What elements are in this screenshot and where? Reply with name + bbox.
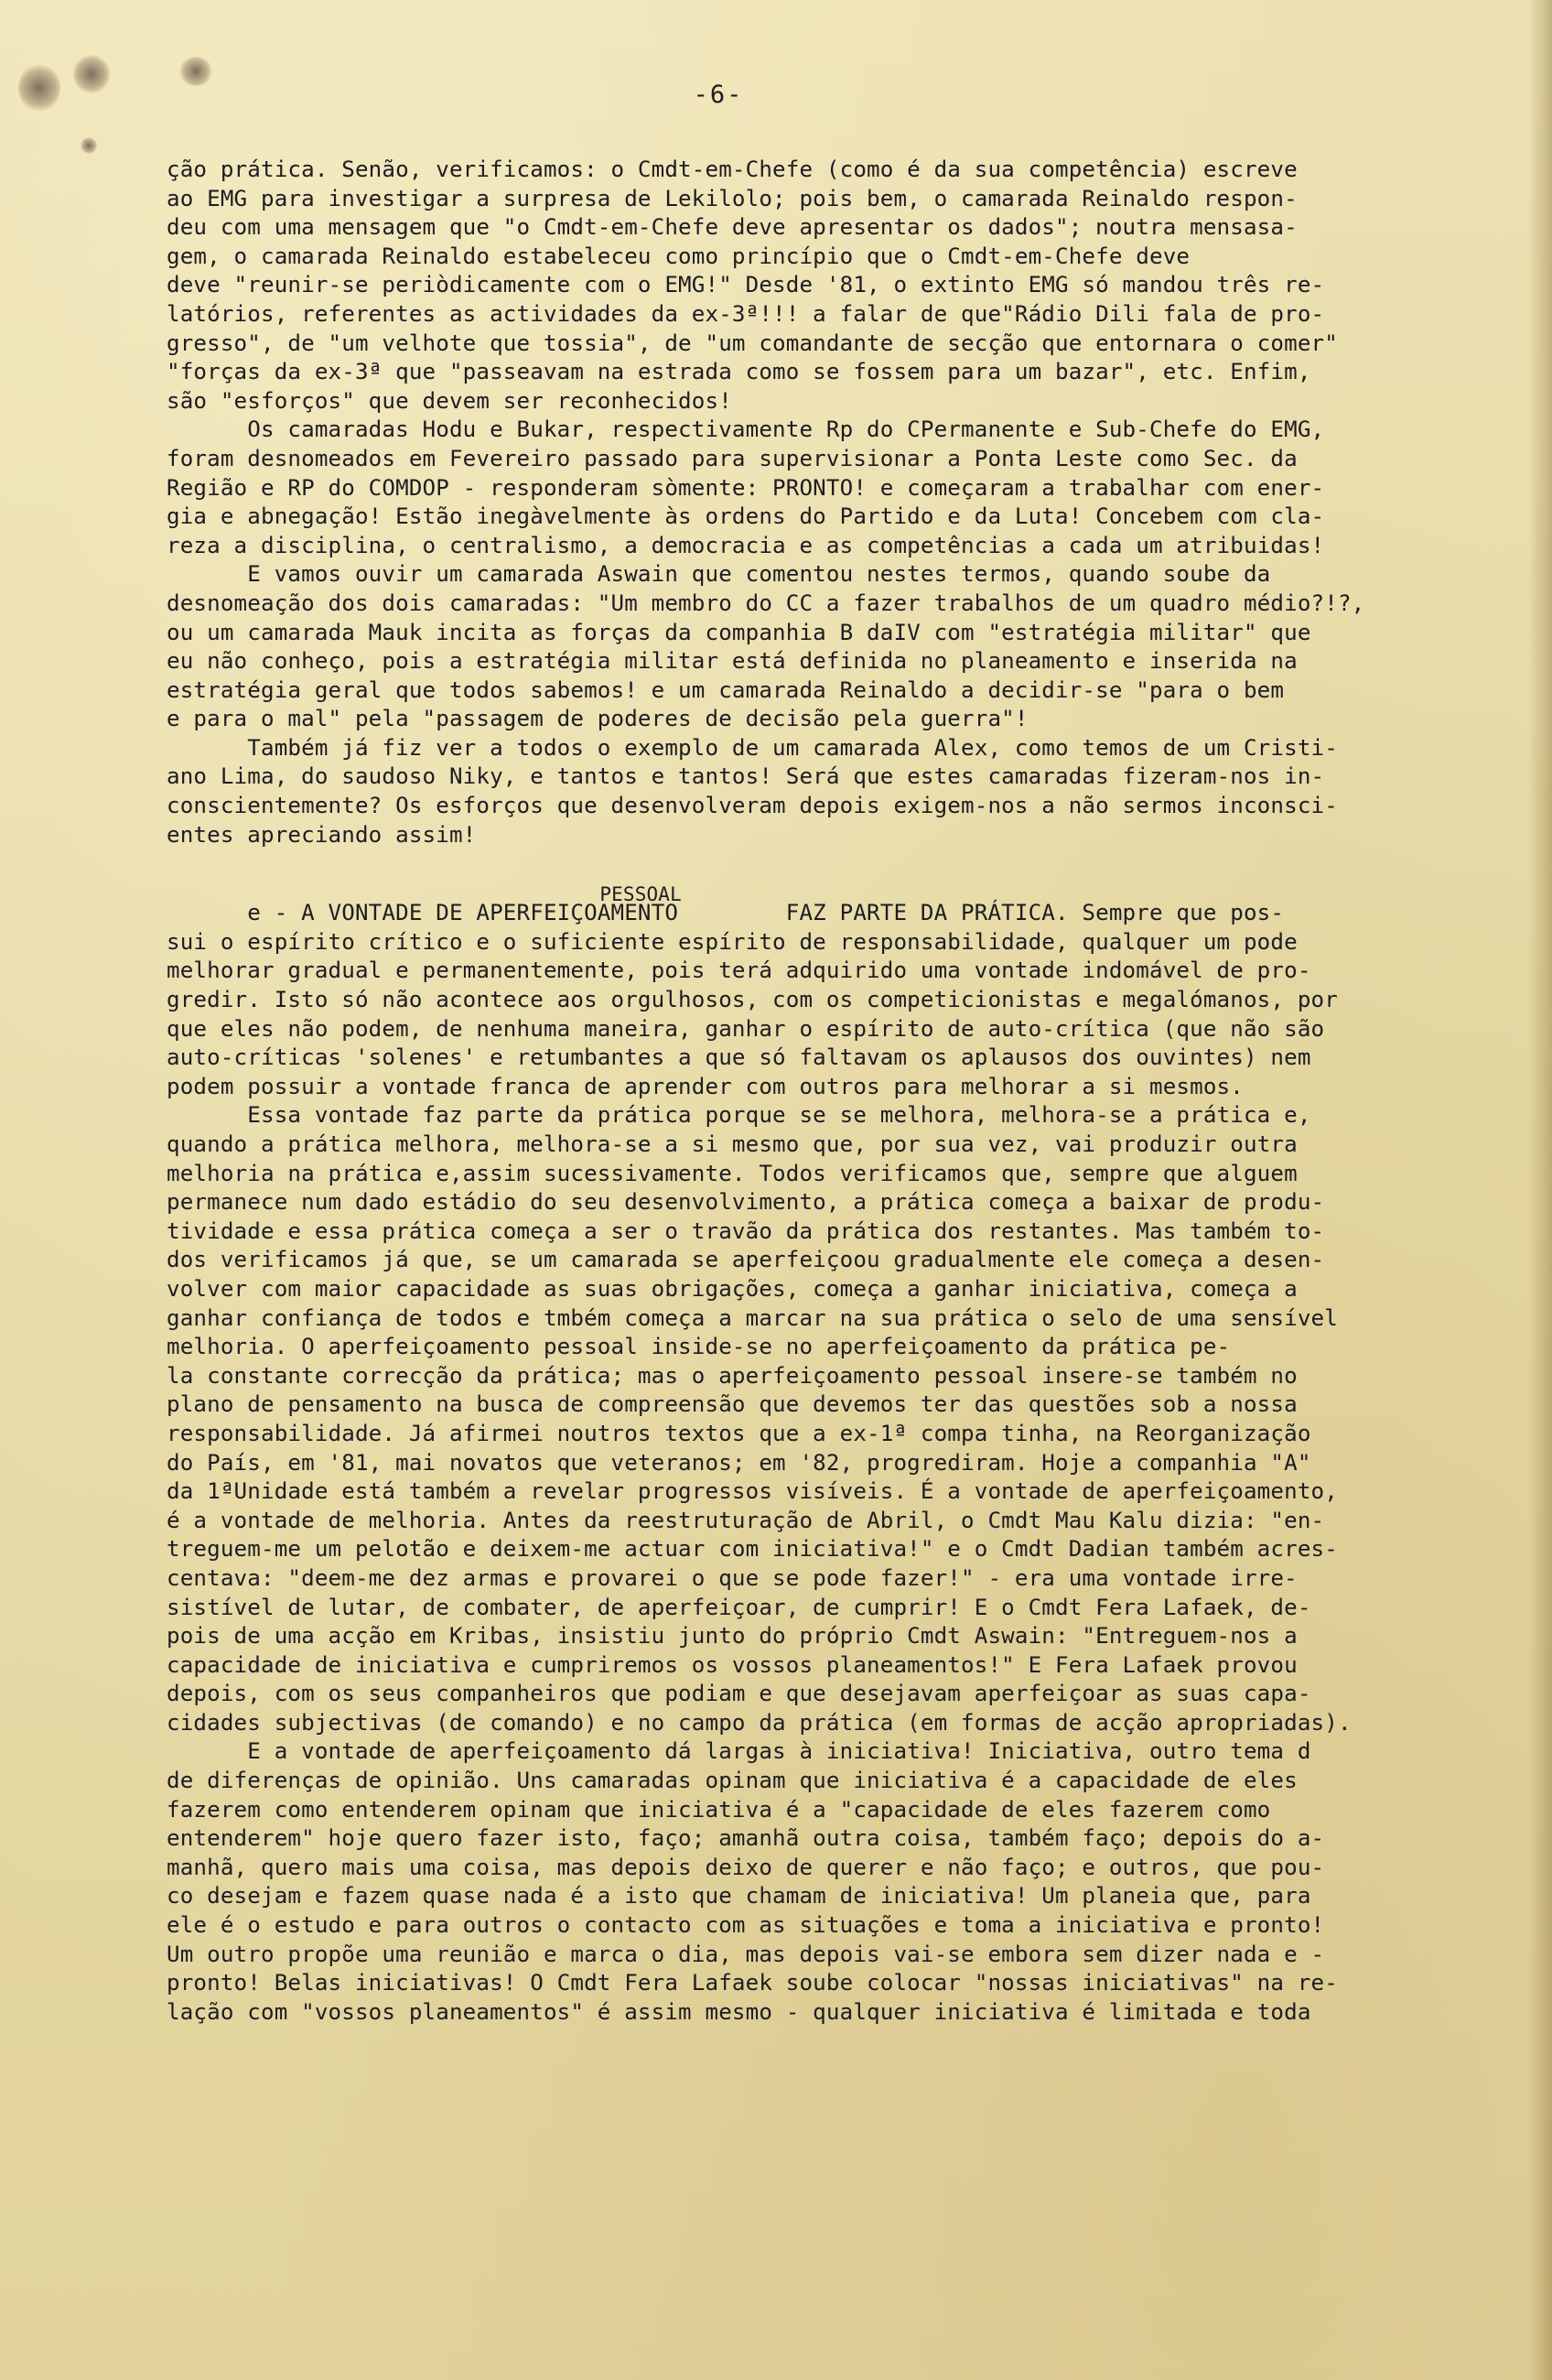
text-line: entenderem" hoje quero fazer isto, faço; amanhã outra coisa, também faço; depois do a- [167,1825,1325,1852]
text-line: cidades subjectivas (de comando) e no campo da prática (em formas de acção apropriadas). [167,1709,1352,1736]
text-line: é a vontade de melhoria. Antes da reestruturação de Abril, o Cmdt Mau Kalu dizia: "en- [167,1507,1325,1533]
paragraph [167,1101,1493,1737]
paragraph [167,734,1493,849]
text-line: entes apreciando assim! [167,821,477,848]
text-line: gresso", de "um velhote que tossia", de "um comandante de secção que entornara o comer" [167,330,1338,356]
text-line: Região e RP do COMDOP - responderam sòmente: PRONTO! e começaram a trabalhar com ener- [167,474,1325,501]
text-line: "forças da ex-3ª que "passeavam na estrada como se fossem para um bazar", etc. Enfim, [167,359,1311,385]
text-line: ou um camarada Mauk incita as forças da companhia B daIV com "estratégia militar" que [167,619,1311,645]
text-line: podem possuir a vontade franca de aprender com outros para melhorar a si mesmos. [167,1073,1244,1099]
text-line: e para o mal" pela "passagem de poderes de decisão pela guerra"! [167,706,1029,732]
text-line: deve "reunir-se periòdicamente com o EMG!" Desde '81, o extinto EMG só mandou três re- [167,272,1325,298]
text-line: latórios, referentes as actividades da ex-3ª!!! a falar de que"Rádio Dili fala de pro- [167,300,1325,327]
ink-stain [81,137,97,154]
document-body [167,156,1493,2027]
text-line: tividade e essa prática começa a ser o travão da prática dos restantes. Mas também to- [167,1217,1325,1244]
text-line: que eles não podem, de nenhuma maneira, ganhar o espírito de auto-crítica (que não são [167,1015,1325,1042]
text-line: eu não conheço, pois a estratégia militar está definida no planeamento e inserida na [167,648,1298,675]
text-line: capacidade de iniciativa e cumpriremos os vossos planeamentos!" E Fera Lafaek provou [167,1651,1298,1678]
text-line: melhorar gradual e permanentemente, pois terá adquirido uma vontade indomável de pro- [167,957,1311,984]
text-line: permanece num dado estádio do seu desenvolvimento, a prática começa a baixar de produ- [167,1189,1325,1216]
text-line: gem, o camarada Reinaldo estabeleceu como princípio que o Cmdt-em-Chefe deve [167,243,1191,269]
text-line: treguem-me um pelotão e deixem-me actuar com iniciativa!" e o Cmdt Dadian também acres- [167,1536,1338,1563]
text-line: do País, em '81, mai novatos que veteranos; em '82, progrediram. Hoje a companhia "A" [167,1449,1311,1476]
text-line: Também já fiz ver a todos o exemplo de um camarada Alex, como temos de um Cristi- [167,734,1338,761]
text-line: ele é o estudo e para outros o contacto com as situações e toma a iniciativa e pronto! [167,1912,1325,1939]
superscript-insertion: PESSOAL [167,883,682,906]
text-line: gredir. Isto só não acontece aos orgulhosos, com os competicionistas e megalómanos, por [167,987,1338,1013]
text-line: Os camaradas Hodu e Bukar, respectivamente Rp do CPermanente e Sub-Chefe do EMG, [167,416,1325,443]
text-line: foram desnomeados em Fevereiro passado para supervisionar a Ponta Leste como Sec. da [167,445,1298,471]
text-line: da 1ªUnidade está também a revelar progressos visíveis. É a vontade de aperfeiçoamento, [167,1478,1338,1505]
text-line: quando a prática melhora, melhora-se a si mesmo que, por sua vez, vai produzir outra [167,1131,1298,1157]
text-line: conscientemente? Os esforços que desenvolveram depois exigem-nos a não sermos inconsci- [167,793,1338,819]
paragraph [167,1737,1493,2027]
paragraph [167,416,1493,560]
text-line: plano de pensamento na busca de compreensão que devemos ter das questões sob a nossa [167,1391,1298,1418]
text-line: melhoria na prática e,assim sucessivamente. Todos verificamos que, sempre que alguem [167,1160,1298,1186]
text-line: ção prática. Senão, verificamos: o Cmdt-em-Chefe (como é da sua competência) escreve [167,157,1298,182]
text-line: ano Lima, do saudoso Niky, e tantos e tantos! Será que estes camaradas fizeram-nos in- [167,763,1325,790]
text-line: deu com uma mensagem que "o Cmdt-em-Chefe deve apresentar os dados"; noutra mensasa- [167,214,1298,241]
text-line: la constante correcção da prática; mas o aperfeiçoamento pessoal insere-se também no [167,1362,1298,1389]
text-line: sui o espírito crítico e o suficiente espírito de responsabilidade, qualquer um pode [167,928,1298,955]
text-line: volver com maior capacidade as suas obrigações, começa a ganhar iniciativa, começa a [167,1275,1298,1302]
text-line: centava: "deem-me dez armas e provarei o que se pode fazer!" - era uma vontade irre- [167,1564,1298,1591]
paper-edge-shadow [1528,0,1552,2380]
paragraph [167,883,1493,1101]
text-line: de diferenças de opinião. Uns camaradas opinam que iniciativa é a capacidade de eles [167,1768,1298,1794]
text-line: ganhar confiança de todos e tmbém começa a marcar na sua prática o selo de uma sensível [167,1304,1338,1331]
text-line: desnomeação dos dois camaradas: "Um membro do CC a fazer trabalhos de um quadro médio?!?, [167,590,1365,616]
text-line: gia e abnegação! Estão inegàvelmente às ordens do Partido e da Luta! Concebem com cla- [167,503,1325,530]
text-line: lação com "vossos planeamentos" é assim mesmo - qualquer iniciativa é limitada e toda [167,1998,1311,2025]
text-line: melhoria. O aperfeiçoamento pessoal inside-se no aperfeiçoamento da prática pe- [167,1334,1231,1360]
paragraph [167,156,1493,416]
text-line: e - A VONTADE DE APERFEIÇOAMENTO FAZ PARTE DA PRÁTICA. Sempre que pos- [167,900,1285,926]
text-line: auto-críticas 'solenes' e retumbantes a que só faltavam os aplausos dos ouvintes) nem [167,1044,1311,1071]
text-line: pois de uma acção em Kribas, insistiu junto do próprio Cmdt Aswain: "Entreguem-nos a [167,1623,1298,1650]
text-line: E a vontade de aperfeiçoamento dá largas à iniciativa! Iniciativa, outro tema d [167,1738,1311,1765]
text-line: E vamos ouvir um camarada Aswain que comentou nestes termos, quando soube da [167,561,1271,588]
text-line: reza a disciplina, o centralismo, a democracia e as competências a cada um atribuidas! [167,532,1325,558]
text-line: Um outro propõe uma reunião e marca o dia, mas depois vai-se embora sem dizer nada e - [167,1941,1325,1967]
text-line: sistível de lutar, de combater, de aperfeiçoar, de cumprir! E o Cmdt Fera Lafaek, de- [167,1594,1311,1620]
text-line: ao EMG para investigar a surpresa de Lekilolo; pois bem, o camarada Reinaldo respon- [167,185,1298,211]
text-line: depois, com os seus companheiros que podiam e que desejavam aperfeiçoar as suas capa- [167,1681,1311,1707]
text-line: pronto! Belas iniciativas! O Cmdt Fera Lafaek soube colocar "nossas iniciativas" na re- [167,1970,1338,1996]
text-line: responsabilidade. Já afirmei noutros textos que a ex-1ª compa tinha, na Reorganização [167,1420,1311,1446]
text-line: co desejam e fazem quase nada é a isto que chamam de iniciativa! Um planeia que, para [167,1883,1311,1909]
text-line: fazerem como entenderem opinam que iniciativa é a "capacidade de eles fazerem como [167,1796,1271,1823]
text-line: estratégia geral que todos sabemos! e um camarada Reinaldo a decidir-se "para o bem [167,676,1285,703]
text-line: dos verificamos já que, se um camarada se aperfeiçoou gradualmente ele começa a desen- [167,1247,1325,1273]
text-line: manhã, quero mais uma coisa, mas depois deixo de querer e não faço; e outros, que pou- [167,1854,1325,1880]
paragraph [167,560,1493,734]
page-number: -6- [693,81,744,109]
text-line: Essa vontade faz parte da prática porque se se melhora, melhora-se a prática e, [167,1102,1311,1129]
text-line: são "esforços" que devem ser reconhecidos! [167,387,732,414]
